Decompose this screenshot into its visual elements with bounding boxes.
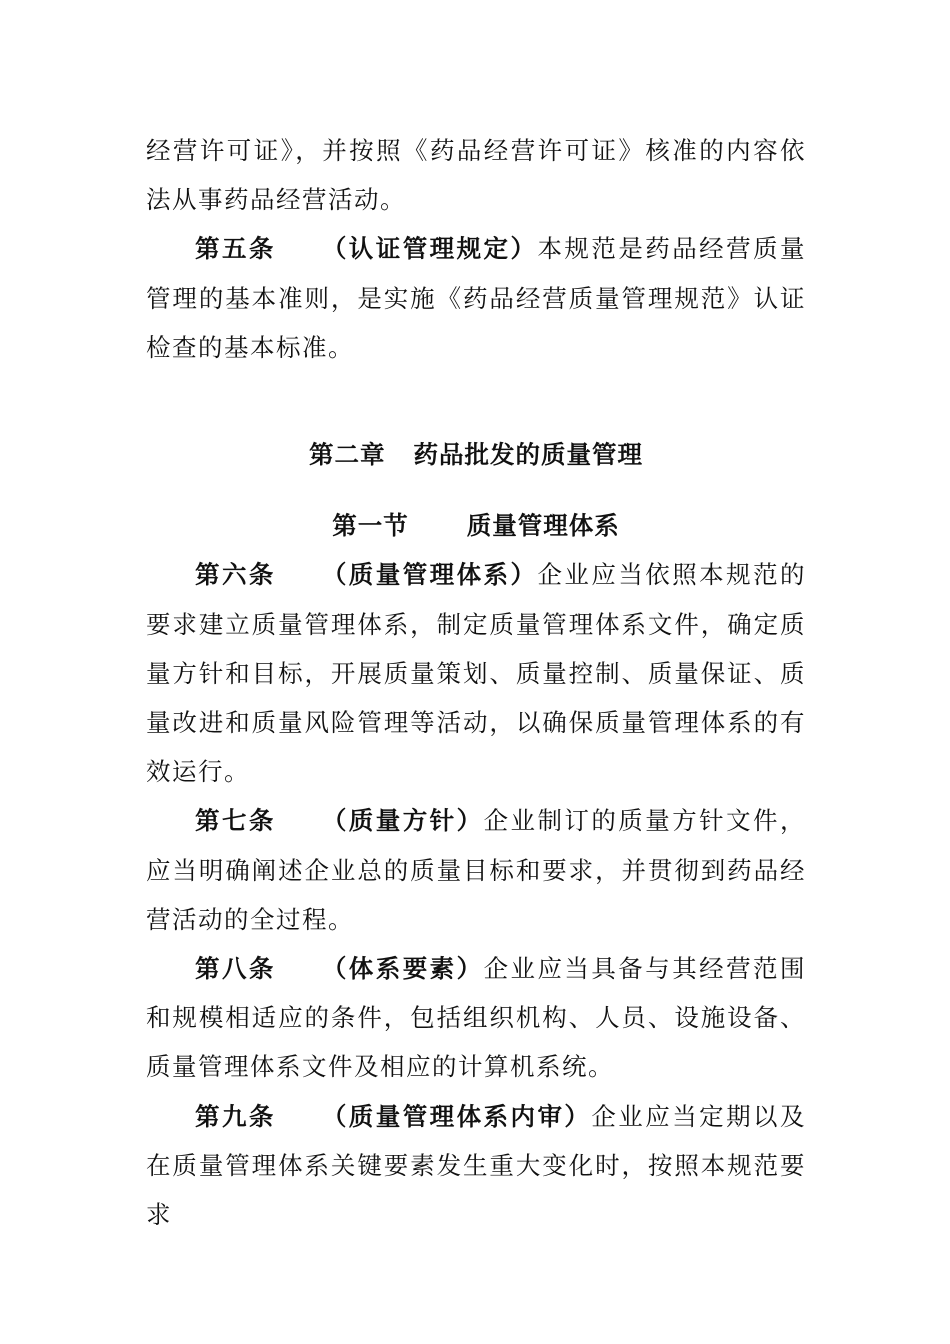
article-9 — [146, 1092, 806, 1240]
article-5 — [146, 224, 806, 372]
chapter-number: 第二章 — [309, 440, 386, 470]
article-5-title: （认证管理规定） — [321, 234, 538, 264]
article-5-body: 本规范是药品经营质量管理的基本准则，是实施《药品经营质量管理规范》认证检查的基本标准。 — [146, 234, 807, 362]
article-8 — [146, 944, 806, 1092]
article-8-number: 第八条 — [195, 954, 276, 984]
chapter-heading — [146, 430, 806, 479]
article-6-body: 企业应当依照本规范的要求建立质量管理体系，制定质量管理体系文件，确定质量方针和目标，开展质量策划、质量控制、质量保证、质量改进和质量风险管理等活动，以确保质量管理体系的有效运行。 — [146, 560, 807, 787]
article-5-number: 第五条 — [195, 234, 276, 264]
article-9-body: 企业应当定期以及在质量管理体系关键要素发生重大变化时，按照本规范要求 — [146, 1101, 807, 1230]
continuation-text: 经营许可证》，并按照《药品经营许可证》核准的内容依法从事药品经营活动。 — [146, 136, 806, 215]
article-7-number: 第七条 — [195, 806, 276, 836]
chapter-title: 药品批发的质量管理 — [413, 440, 643, 470]
article-9-number: 第九条 — [195, 1101, 276, 1131]
article-7-title: （质量方针） — [321, 806, 484, 836]
article-8-title: （体系要素） — [321, 954, 484, 984]
section-title: 质量管理体系 — [466, 511, 620, 541]
continuation-paragraph — [146, 126, 806, 224]
article-7-body: 企业制订的质量方针文件，应当明确阐述企业总的质量目标和要求，并贯彻到药品经营活动的全过程。 — [146, 806, 807, 934]
article-9-title: （质量管理体系内审） — [321, 1101, 592, 1131]
article-8-body: 企业应当具备与其经营范围和规模相适应的条件，包括组织机构、人员、设施设备、质量管理体系文件及相应的计算机系统。 — [146, 954, 807, 1082]
section-heading — [146, 501, 806, 550]
document-page — [146, 126, 806, 1239]
section-number: 第一节 — [332, 511, 409, 541]
article-6-title: （质量管理体系） — [321, 560, 538, 590]
article-7 — [146, 796, 806, 944]
article-6 — [146, 550, 806, 796]
article-6-number: 第六条 — [195, 560, 276, 590]
